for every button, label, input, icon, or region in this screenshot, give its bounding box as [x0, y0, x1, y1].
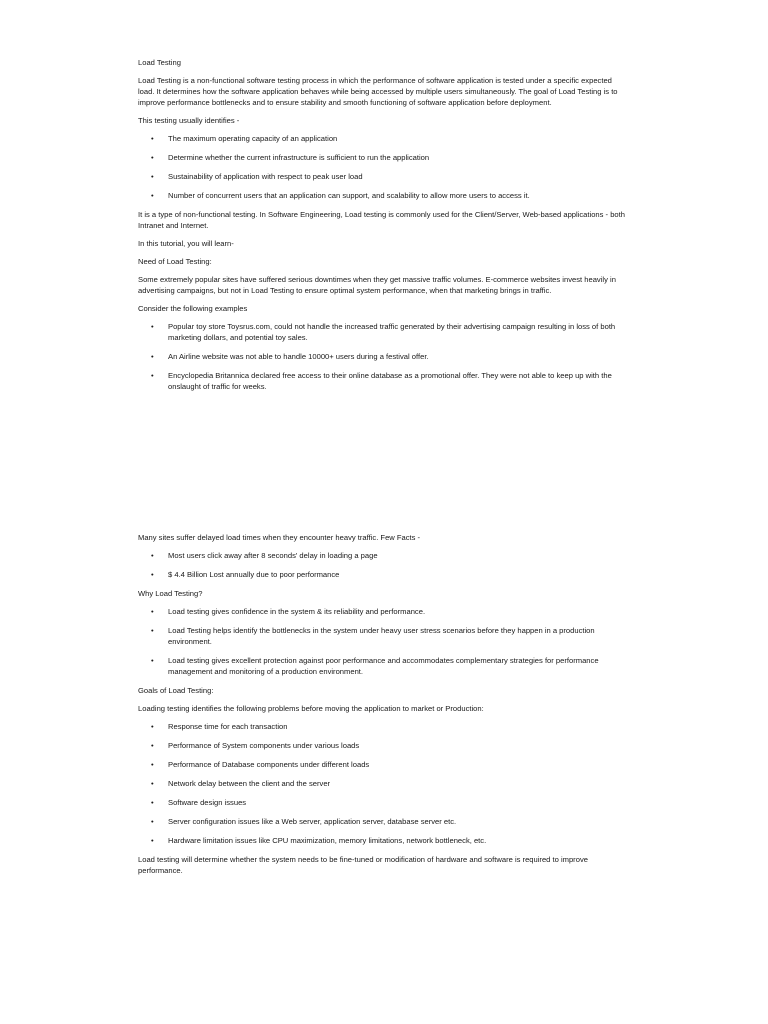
bullet-icon: • [151, 741, 154, 750]
list-item-text: An Airline website was not able to handle 10000+ users during a festival offer. [168, 352, 429, 361]
list-item [138, 152, 630, 163]
list-item [138, 797, 630, 808]
list-item [138, 759, 630, 770]
list-item-text: $ 4.4 Billion Lost annually due to poor performance [168, 570, 340, 579]
bullet-icon: • [151, 760, 154, 769]
goals-heading: Goals of Load Testing: [138, 686, 214, 695]
list-item-text: Load testing gives confidence in the system & its reliability and performance. [168, 607, 426, 616]
bullet-icon: • [151, 172, 154, 181]
facts-heading: Many sites suffer delayed load times when they encounter heavy traffic. Few Facts - [138, 533, 421, 542]
bullet-icon: • [151, 371, 154, 380]
bullet-icon: • [151, 817, 154, 826]
list-item-text: Software design issues [168, 798, 247, 807]
list-item-text: Number of concurrent users that an application can support, and scalability to allow more users to access it. [168, 191, 530, 200]
bullet-icon: • [151, 352, 154, 361]
list-item-text: Most users click away after 8 seconds' delay in loading a page [168, 551, 378, 560]
list-item [138, 190, 630, 201]
list-item [138, 171, 630, 182]
blank-media-area [138, 400, 630, 532]
document-title: Load Testing [138, 58, 181, 67]
list-item-text: Determine whether the current infrastructure is sufficient to run the application [168, 153, 430, 162]
list-item [138, 569, 630, 580]
list-item [138, 606, 630, 617]
identifies-heading: This testing usually identifies - [138, 116, 240, 125]
list-item [138, 133, 630, 144]
list-item-text: Hardware limitation issues like CPU maximization, memory limitations, network bottleneck, etc. [168, 836, 487, 845]
bullet-icon: • [151, 153, 154, 162]
closing-paragraph: Load testing will determine whether the system needs to be fine-tuned or modification of hardware and software is required to improve performance. [138, 855, 588, 875]
list-item [138, 778, 630, 789]
document-page [138, 57, 630, 883]
bullet-icon: • [151, 322, 154, 331]
list-item [138, 816, 630, 827]
list-item [138, 351, 630, 362]
list-item-text: Server configuration issues like a Web server, application server, database server etc. [168, 817, 457, 826]
bullet-icon: • [151, 798, 154, 807]
examples-heading: Consider the following examples [138, 304, 248, 313]
tutorial-line: In this tutorial, you will learn- [138, 239, 234, 248]
list-item [138, 655, 630, 677]
list-item [138, 835, 630, 846]
need-heading: Need of Load Testing: [138, 257, 212, 266]
bullet-icon: • [151, 191, 154, 200]
facts-list [138, 550, 630, 580]
identifies-list [138, 133, 630, 201]
bullet-icon: • [151, 551, 154, 560]
list-item [138, 721, 630, 732]
list-item [138, 321, 630, 343]
bullet-icon: • [151, 656, 154, 665]
list-item-text: Performance of Database components under different loads [168, 760, 370, 769]
bullet-icon: • [151, 626, 154, 635]
list-item [138, 550, 630, 561]
bullet-icon: • [151, 779, 154, 788]
list-item [138, 370, 630, 392]
type-paragraph: It is a type of non-functional testing. In Software Engineering, Load testing is commonly used for the Client/Server, Web-based applications - both Intranet and Internet. [138, 210, 625, 230]
list-item-text: The maximum operating capacity of an application [168, 134, 338, 143]
list-item [138, 625, 630, 647]
list-item-text: Response time for each transaction [168, 722, 288, 731]
list-item-text: Network delay between the client and the server [168, 779, 331, 788]
goals-intro: Loading testing identifies the following problems before moving the application to market or Production: [138, 704, 484, 713]
list-item-text: Sustainability of application with respect to peak user load [168, 172, 363, 181]
list-item-text: Load Testing helps identify the bottlenecks in the system under heavy user stress scenarios before they happen in a production environment. [168, 626, 595, 646]
why-heading: Why Load Testing? [138, 589, 203, 598]
bullet-icon: • [151, 570, 154, 579]
need-paragraph: Some extremely popular sites have suffered serious downtimes when they get massive traffic volumes. E-commerce websites invest heavily in advertising campaigns, but not in Load Testing to ensure optimal system performance, when that marketing brings in traffic. [138, 275, 616, 295]
bullet-icon: • [151, 607, 154, 616]
bullet-icon: • [151, 722, 154, 731]
list-item-text: Performance of System components under various loads [168, 741, 360, 750]
list-item-text: Popular toy store Toysrus.com, could not handle the increased traffic generated by their advertising campaign resulting in loss of both marketing dollars, and potential toy sales. [168, 322, 616, 342]
bullet-icon: • [151, 836, 154, 845]
intro-paragraph: Load Testing is a non-functional software testing process in which the performance of software application is tested under a specific expected load. It determines how the software application behaves while being accessed by multiple users simultaneously. The goal of Load Testing is to improve performance bottlenecks and to ensure stability and smooth functioning of software application before deployment. [138, 76, 618, 107]
list-item-text: Encyclopedia Britannica declared free access to their online database as a promotional offer. They were not able to keep up with the onslaught of traffic for weeks. [168, 371, 612, 391]
bullet-icon: • [151, 134, 154, 143]
goals-list [138, 721, 630, 846]
list-item-text: Load testing gives excellent protection against poor performance and accommodates complementary strategies for performance management and monitoring of a production environment. [168, 656, 599, 676]
list-item [138, 740, 630, 751]
examples-list [138, 321, 630, 392]
why-list [138, 606, 630, 677]
